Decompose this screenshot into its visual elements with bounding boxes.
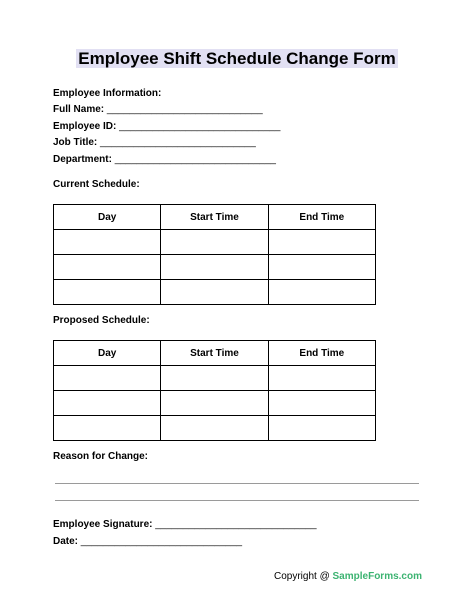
- end-time-cell[interactable]: [268, 391, 375, 416]
- table-header-row: [54, 341, 376, 366]
- table-header-row: [54, 205, 376, 230]
- start-time-cell[interactable]: [161, 255, 268, 280]
- proposed-schedule-heading: Proposed Schedule:: [53, 315, 150, 326]
- date-blank[interactable]: _____________________________: [80, 536, 243, 547]
- end-time-cell[interactable]: [268, 280, 375, 305]
- date-field: [53, 536, 242, 548]
- employee-id-field: [53, 121, 280, 133]
- reason-line[interactable]: [55, 483, 419, 484]
- column-header-end-time: End Time: [268, 205, 375, 230]
- end-time-cell[interactable]: [268, 255, 375, 280]
- column-header-end-time: End Time: [268, 341, 375, 366]
- start-time-cell[interactable]: [161, 230, 268, 255]
- brand-logo-text[interactable]: SampleForms.com: [332, 571, 422, 582]
- form-title: [0, 48, 474, 70]
- table-row: [54, 391, 376, 416]
- signature-label: Employee Signature:: [53, 519, 153, 530]
- day-cell[interactable]: [54, 280, 161, 305]
- full-name-field: [53, 104, 263, 116]
- day-cell[interactable]: [54, 255, 161, 280]
- current-schedule-heading: Current Schedule:: [53, 179, 140, 190]
- copyright-text: Copyright @: [274, 571, 333, 582]
- end-time-cell[interactable]: [268, 416, 375, 441]
- employee-info-heading: Employee Information:: [53, 88, 162, 99]
- copyright-footer: [274, 571, 422, 583]
- table-row: [54, 416, 376, 441]
- table-row: [54, 280, 376, 305]
- column-header-day: Day: [54, 341, 161, 366]
- full-name-label: Full Name:: [53, 104, 105, 115]
- table-row: [54, 255, 376, 280]
- end-time-cell[interactable]: [268, 230, 375, 255]
- signature-field: [53, 519, 317, 531]
- job-title-label: Job Title:: [53, 137, 98, 148]
- department-field: [53, 154, 276, 166]
- employee-id-blank[interactable]: _____________________________: [119, 121, 281, 132]
- start-time-cell[interactable]: [161, 416, 268, 441]
- start-time-cell[interactable]: [161, 391, 268, 416]
- day-cell[interactable]: [54, 366, 161, 391]
- form-title-text: Employee Shift Schedule Change Form: [78, 49, 396, 68]
- column-header-day: Day: [54, 205, 161, 230]
- current-schedule-table: [53, 204, 376, 305]
- job-title-blank[interactable]: ____________________________: [100, 137, 256, 148]
- table-row: [54, 366, 376, 391]
- column-header-start-time: Start Time: [161, 205, 268, 230]
- signature-blank[interactable]: _____________________________: [155, 519, 317, 530]
- proposed-schedule-table: [53, 340, 376, 441]
- full-name-blank[interactable]: ____________________________: [106, 104, 263, 115]
- day-cell[interactable]: [54, 416, 161, 441]
- day-cell[interactable]: [54, 391, 161, 416]
- start-time-cell[interactable]: [161, 280, 268, 305]
- date-label: Date:: [53, 536, 79, 547]
- department-blank[interactable]: _____________________________: [114, 154, 276, 165]
- employee-id-label: Employee ID:: [53, 121, 117, 132]
- table-row: [54, 230, 376, 255]
- end-time-cell[interactable]: [268, 366, 375, 391]
- start-time-cell[interactable]: [161, 366, 268, 391]
- day-cell[interactable]: [54, 230, 161, 255]
- department-label: Department:: [53, 154, 112, 165]
- job-title-field: [53, 137, 256, 149]
- column-header-start-time: Start Time: [161, 341, 268, 366]
- reason-line[interactable]: [55, 500, 419, 501]
- reason-heading: Reason for Change:: [53, 451, 149, 462]
